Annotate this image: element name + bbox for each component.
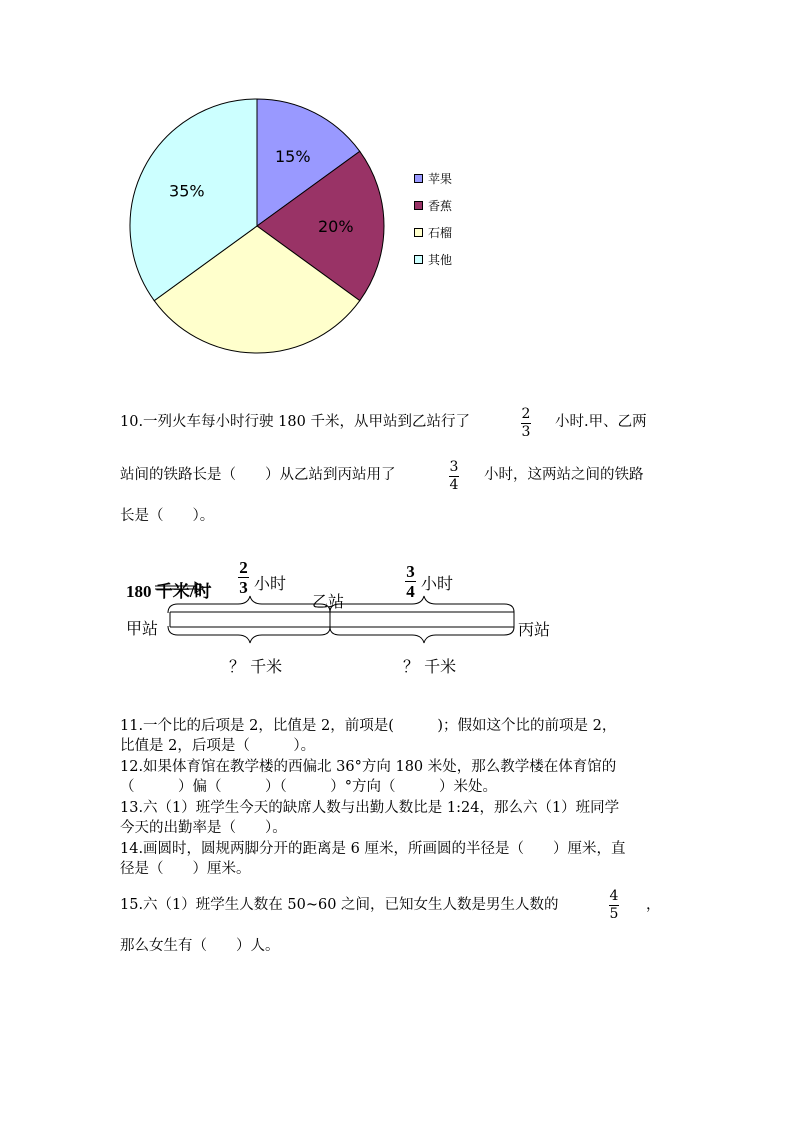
q15-fraction	[609, 889, 619, 922]
time-fraction-1	[238, 559, 249, 596]
pie-label-0: 15%	[274, 146, 311, 166]
legend-label: 苹果	[428, 172, 453, 186]
station-c-label: 丙站	[518, 620, 551, 639]
fraction-denominator: 3	[239, 578, 248, 597]
q10-line2: 站间的铁路长是（ ）从乙站到丙站用了	[120, 467, 396, 483]
distance-label-1: ？ 千米	[229, 657, 283, 676]
fraction-denominator: 3	[521, 424, 531, 440]
pie-label-1: 20%	[317, 217, 354, 236]
time-unit-2: 小时	[421, 574, 454, 593]
pie-label-3: 35%	[169, 181, 205, 201]
legend-label: 其他	[428, 253, 453, 267]
question-line: 径是（ ）厘米。	[120, 861, 251, 877]
legend-label: 石榴	[428, 226, 453, 240]
q10-fraction-2	[449, 460, 459, 493]
question-line: 14.画圆时，圆规两脚分开的距离是 6 厘米，所画圆的半径是（ ）厘米，直	[120, 841, 626, 857]
question-line: 13.六（1）班学生今天的缺席人数与出勤人数比是 1:24，那么六（1）班同学	[120, 800, 620, 816]
legend-swatch	[414, 174, 423, 183]
q15-line2: 那么女生有（ ）人。	[120, 938, 280, 954]
brace-bottom-1	[168, 626, 330, 643]
q10-line1-tail: 小时.甲、乙两	[555, 414, 647, 430]
legend-item-banana	[414, 197, 452, 214]
distance-label-2: ？ 千米	[403, 657, 457, 676]
station-b-label: 乙站	[312, 592, 345, 611]
q10-fraction-1	[521, 407, 531, 440]
speed-label: 180 千米/时	[126, 582, 212, 601]
fraction-denominator: 5	[609, 906, 619, 922]
fraction-denominator: 4	[449, 477, 459, 493]
question-line: 比值是 2，后项是（ ）。	[120, 738, 316, 754]
question-line: 今天的出勤率是（ ）。	[120, 820, 287, 836]
station-a-label: 甲站	[126, 619, 159, 638]
q10-line3: 长是（ ）。	[120, 508, 215, 524]
segment-diagram	[0, 550, 794, 690]
pie-chart	[0, 0, 794, 380]
q10-line2-tail: 小时，这两站之间的铁路	[484, 467, 644, 483]
fraction-numerator: 3	[449, 459, 459, 475]
brace-bottom-2	[330, 627, 514, 643]
legend-swatch	[414, 228, 423, 237]
time-fraction-2	[405, 563, 416, 600]
fraction-denominator: 4	[406, 582, 415, 601]
question-line: （ ）偏（ ）（ ）°方向（ ）米处。	[120, 779, 497, 795]
legend-label: 香蕉	[428, 199, 453, 213]
legend-swatch	[414, 201, 423, 210]
fraction-numerator: 3	[406, 562, 415, 581]
legend-item-other	[414, 251, 452, 268]
question-line: 11.一个比的后项是 2，比值是 2，前项是( )；假如这个比的前项是 2，	[120, 718, 617, 734]
fraction-numerator: 4	[609, 888, 619, 904]
legend-item-apple	[414, 170, 452, 187]
fraction-numerator: 2	[521, 406, 531, 422]
brace-top-2	[330, 596, 514, 612]
time-unit-1: 小时	[254, 574, 287, 593]
q15-line1-tail: ，	[646, 897, 661, 913]
legend-item-pomegranate	[414, 224, 452, 241]
q15-line1: 15.六（1）班学生人数在 50~60 之间，已知女生人数是男生人数的	[120, 897, 559, 913]
legend-swatch	[414, 255, 423, 264]
q10-line1: 10.一列火车每小时行驶 180 千米，从甲站到乙站行了	[120, 414, 470, 430]
fraction-numerator: 2	[239, 558, 248, 577]
question-line: 12.如果体育馆在教学楼的西偏北 36°方向 180 米处，那么教学楼在体育馆的	[120, 759, 617, 775]
